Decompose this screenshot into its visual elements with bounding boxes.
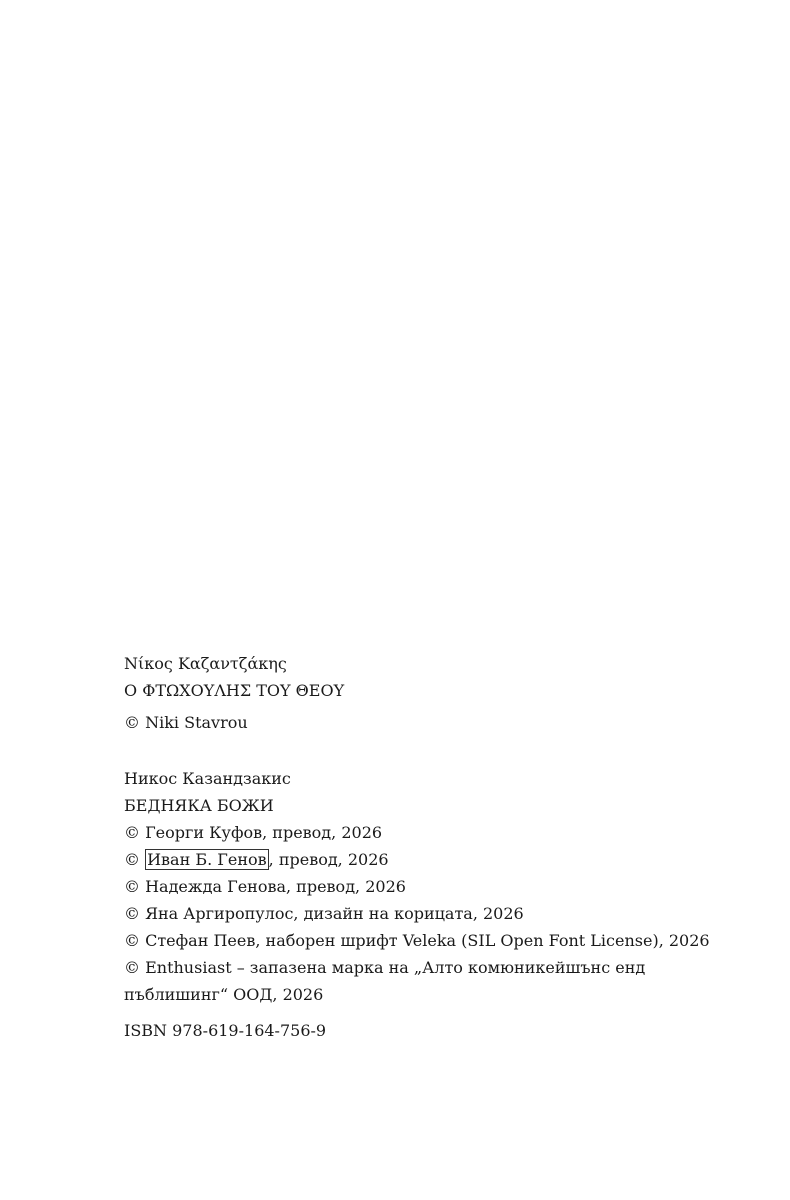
translator-credit-3: © Надежда Генова, превод, 2026 [124,877,406,896]
translator-credit-2-prefix: © [124,850,146,869]
isbn: ISBN 978-619-164-756-9 [124,1021,327,1040]
cover-design-credit: © Яна Аргиропулос, дизайн на корицата, 2026 [124,904,524,923]
original-title: Ο ΦΤΩΧΟΥΛΗΣ ΤΟΥ ΘΕΟΥ [124,681,345,700]
bulgarian-title: БЕДНЯКА БОЖИ [124,796,274,815]
trademark-line-2: пъблишинг“ ООД, 2026 [124,985,324,1004]
colophon [124,650,724,1044]
original-author: Νίκος Καζαντζάκης [124,654,287,673]
translator-name-highlighted: Иван Б. Генов [147,850,267,869]
font-credit: © Стефан Пеев, наборен шрифт Veleka (SIL Open Font License), 2026 [124,931,710,950]
original-copyright: © Niki Stavrou [124,713,248,732]
translator-credit-1: © Георги Куфов, превод, 2026 [124,823,383,842]
translator-credit-2 [124,846,724,873]
trademark-line-1: © Enthusiast – запазена марка на „Алто комюникейшънс енд [124,958,646,977]
translator-credit-2-suffix: , превод, 2026 [268,850,389,869]
bulgarian-author: Никос Казандзакис [124,769,291,788]
